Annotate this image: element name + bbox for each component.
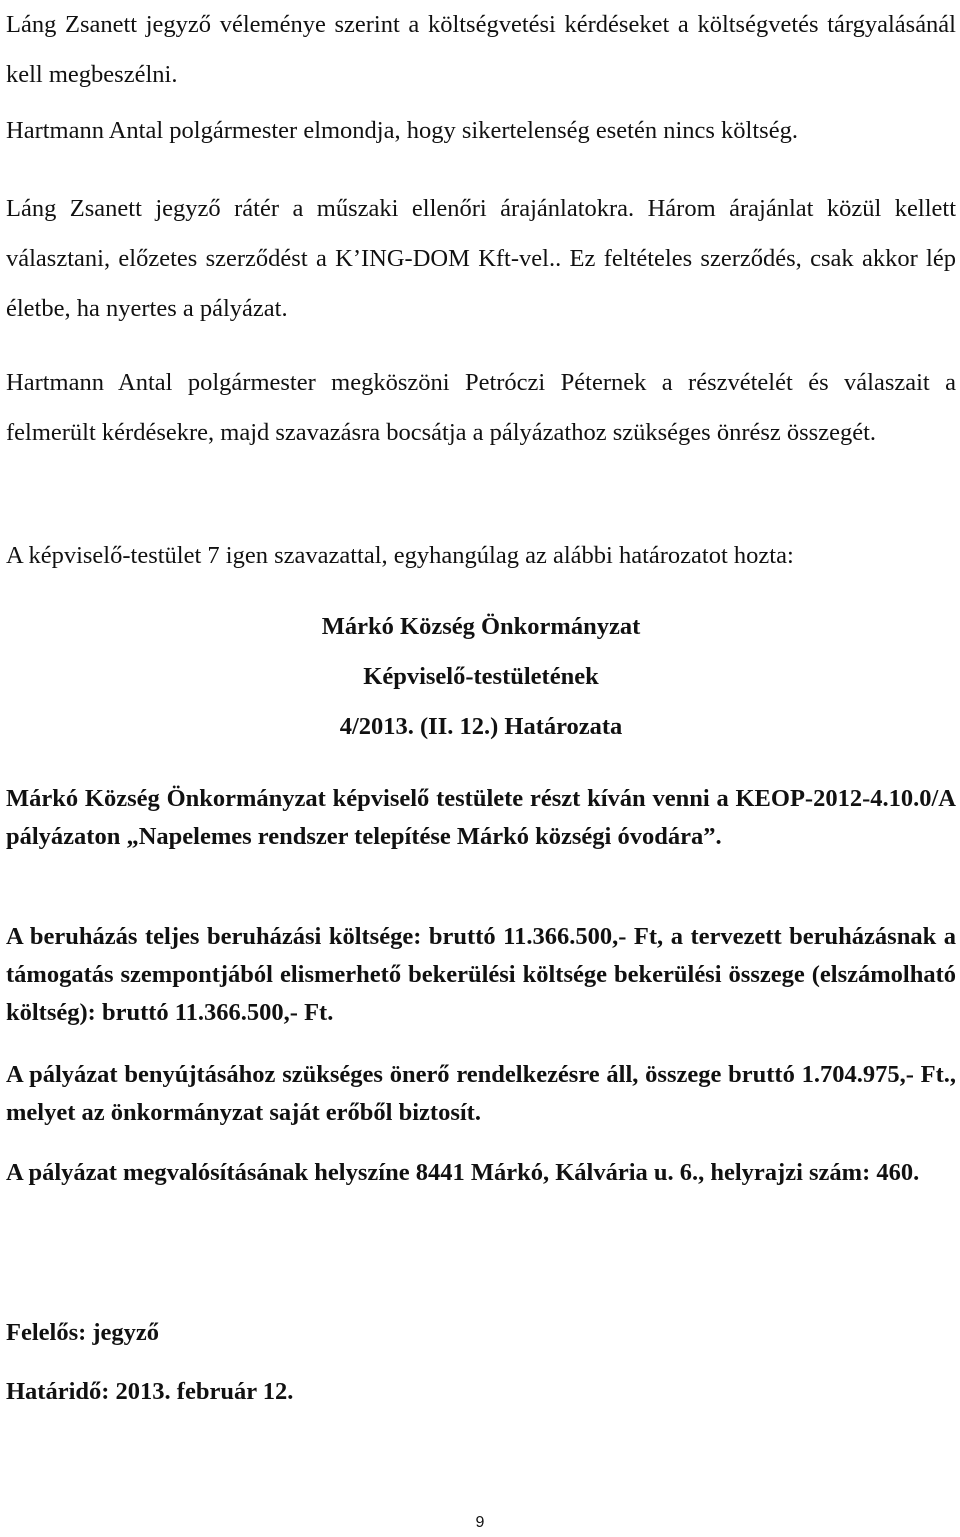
- resolution-participation: Márkó Község Önkormányzat képviselő testülete részt kíván venni a KEOP-2012-4.10.0/A pályázaton „Napelemes rendszer telepítése Márkó községi óvodára”.: [6, 785, 956, 850]
- page-number: 9: [475, 1514, 485, 1531]
- deadline-line: Határidő: 2013. február 12.: [6, 1378, 294, 1405]
- resolution-total-cost: A beruházás teljes beruházási költsége: bruttó 11.366.500,- Ft, a tervezett beruházásnak a támogatás szempontjából elismerhető bekerülési költsége bekerülési összege (elszámolható költség): bruttó 11.366.500,- Ft.: [6, 923, 956, 1026]
- paragraph-budget-opinion: Láng Zsanett jegyző véleménye szerint a költségvetési kérdéseket a költségvetés tárgyalásánál kell megbeszélni.: [6, 11, 956, 88]
- paragraph-technical-offers: Láng Zsanett jegyző rátér a műszaki ellenőri árajánlatokra. Három árajánlat közül kellett választani, előzetes szerződést a K’ING-DOM Kft-vel.. Ez feltételes szerződés, csak akkor lép életbe, ha nyertes a pályázat.: [6, 195, 956, 322]
- responsible-line: Felelős: jegyző: [6, 1319, 160, 1346]
- paragraph-thanks-vote: Hartmann Antal polgármester megköszöni Petróczi Péternek a részvételét és válaszait a felmerült kérdésekre, majd szavazásra bocsátja a pályázathoz szükséges önrész összegét.: [6, 369, 956, 446]
- resolution-heading-line1: Márkó Község Önkormányzat: [321, 613, 641, 640]
- resolution-heading-line2: Képviselő-testületének: [363, 663, 599, 690]
- resolution-heading: [6, 602, 956, 752]
- resolution-heading-line3: 4/2013. (II. 12.) Határozata: [339, 713, 623, 740]
- paragraph-vote-result: A képviselő-testület 7 igen szavazattal, egyhangúlag az alábbi határozatot hozta:: [6, 542, 794, 569]
- resolution-own-contribution: A pályázat benyújtásához szükséges önerő rendelkezésre áll, összege bruttó 1.704.975,- Ft., melyet az önkormányzat saját erőből biztosít.: [6, 1061, 956, 1126]
- paragraph-no-cost: Hartmann Antal polgármester elmondja, hogy sikertelenség esetén nincs költség.: [6, 117, 798, 144]
- resolution-location: A pályázat megvalósításának helyszíne 8441 Márkó, Kálvária u. 6., helyrajzi szám: 460.: [6, 1159, 920, 1186]
